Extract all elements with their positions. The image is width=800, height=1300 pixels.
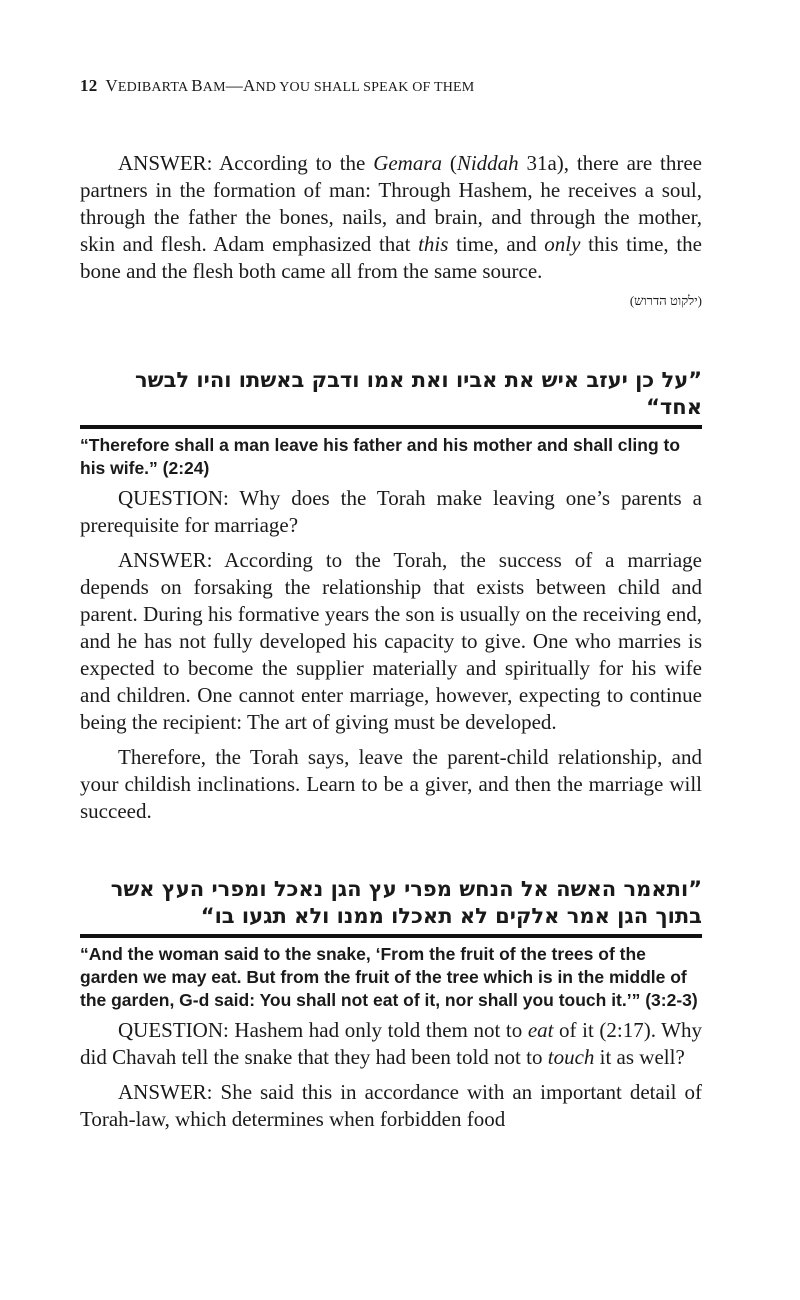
answer-paragraph-1: ANSWER: According to the Gemara (Niddah 31a), there are three partners in the formation of man: Through Hashem, he receives a soul, through the father the bones, nails, and brain, and through the mother, skin and flesh. Adam emphasized that this time, and only this time, the bone and the flesh both came all from the same source.	[80, 151, 703, 283]
source-citation: (ילקוט הדרוש)	[629, 293, 702, 308]
section-adam-answer	[80, 150, 702, 309]
hebrew-verse-heading: ”על כן יעזב איש את אביו ואת אמו ודבק באשתו והיו לבשר אחד“	[135, 368, 702, 419]
header-title-part2: AM	[202, 80, 226, 95]
answer-paragraph: ANSWER: According to the Torah, the success of a marriage depends on forsaking the relationship that exists between child and parent. During his formative years the son is usually on the receiving end, and he has not fully developed his capacity to give. One who marries is expected to become the supplier materially and spiritually for his wife and children. One cannot enter marriage, however, expecting to continue being the recipient: The art of giving must be developed.	[80, 548, 702, 734]
heading-rule	[80, 934, 702, 938]
therefore-paragraph: Therefore, the Torah says, leave the parent-child relationship, and your childish inclinations. Learn to be a giver, and then the marriage will succeed.	[80, 745, 702, 823]
page-number: 12	[80, 76, 98, 95]
header-title-v: V	[105, 76, 118, 95]
header-title-part3: ND YOU SHALL SPEAK OF THEM	[255, 80, 475, 95]
english-verse: “Therefore shall a man leave his father and his mother and shall cling to his wife.” (2:24)	[80, 435, 681, 478]
header-title-b: B	[191, 76, 203, 95]
running-head	[80, 76, 474, 96]
header-title-dash: —A	[225, 76, 256, 95]
question-paragraph: QUESTION: Why does the Torah make leaving one’s parents a prerequisite for marriage?	[80, 486, 702, 537]
english-verse: “And the woman said to the snake, ‘From the fruit of the trees of the garden we may eat. But from the fruit of the tree which is in the middle of the garden, G-d said: You shall not eat of it, nor shall you touch it.’” (3:2-3)	[80, 944, 698, 1010]
answer-paragraph: ANSWER: She said this in accordance with an important detail of Torah-law, which determines when forbidden food	[80, 1080, 702, 1131]
heading-rule	[80, 425, 702, 429]
header-title-part: EDIBARTA	[117, 80, 192, 95]
hebrew-verse-heading-line1: ”ותאמר האשה אל הנחש מפרי עץ הגן נאכל ומפרי העץ אשר	[110, 877, 702, 901]
section-snake	[80, 876, 702, 1133]
question-paragraph: QUESTION: Hashem had only told them not to eat of it (2:17). Why did Chavah tell the snake that they had been told not to touch it as well?	[80, 1018, 702, 1069]
hebrew-verse-heading-line2: בתוך הגן אמר אלקים לא תאכלו ממנו ולא תגעו בו“	[200, 904, 702, 928]
section-leave-parents	[80, 367, 702, 825]
